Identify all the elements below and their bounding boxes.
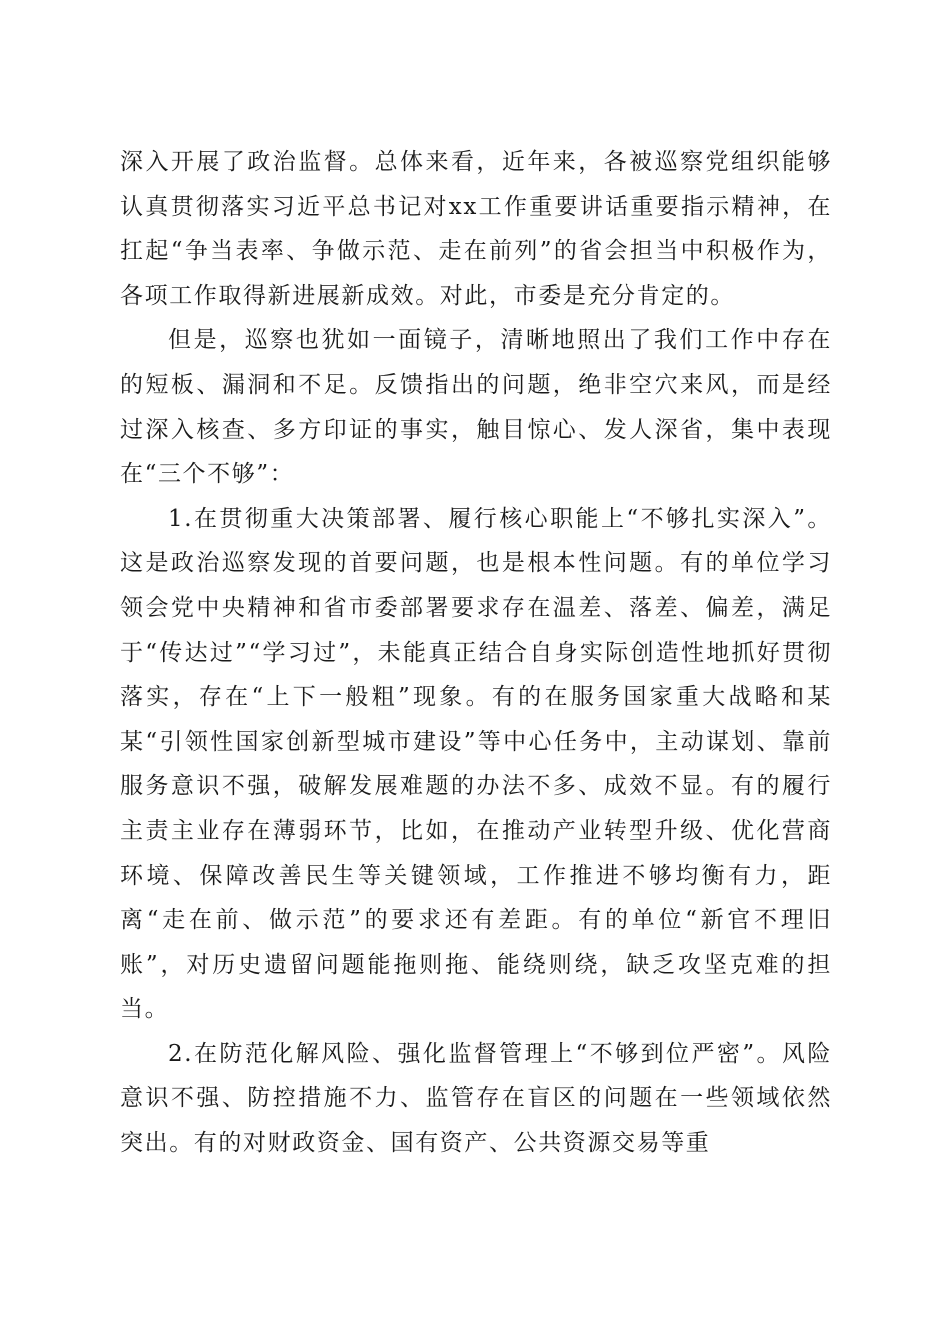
document-body — [120, 140, 832, 1166]
body-paragraph-1: 深入开展了政治监督。总体来看，近年来，各被巡察党组织能够认真贯彻落实习近平总书记对xx工作重要讲话重要指示精神，在扛起“争当表率、争做示范、走在前列”的省会担当中积极作为，各项工作取得新进展新成效。对此，市委是充分肯定的。 — [120, 149, 832, 309]
body-paragraph-3: 1.在贯彻重大决策部署、履行核心职能上“不够扎实深入”。这是政治巡察发现的首要问题，也是根本性问题。有的单位学习领会党中央精神和省市委部署要求存在温差、落差、偏差，满足于“传达过”“学习过”，未能真正结合自身实际创造性地抓好贯彻落实，存在“上下一般粗”现象。有的在服务国家重大战略和某某“引领性国家创新型城市建设”等中心任务中，主动谋划、靠前服务意识不强，破解发展难题的办法不多、成效不显。有的履行主责主业存在薄弱环节，比如，在推动产业转型升级、优化营商环境、保障改善民生等关键领域，工作推进不够均衡有力，距离“走在前、做示范”的要求还有差距。有的单位“新官不理旧账”，对历史遗留问题能拖则拖、能绕则绕，缺乏攻坚克难的担当。 — [120, 505, 832, 1023]
body-paragraph-4: 2.在防范化解风险、强化监督管理上“不够到位严密”。风险意识不强、防控措施不力、监管存在盲区的问题在一些领域依然突出。有的对财政资金、国有资产、公共资源交易等重 — [120, 1040, 832, 1157]
body-paragraph-2: 但是，巡察也犹如一面镜子，清晰地照出了我们工作中存在的短板、漏洞和不足。反馈指出的问题，绝非空穴来风，而是经过深入核查、多方印证的事实，触目惊心、发人深省，集中表现在“三个不够”： — [120, 327, 832, 488]
